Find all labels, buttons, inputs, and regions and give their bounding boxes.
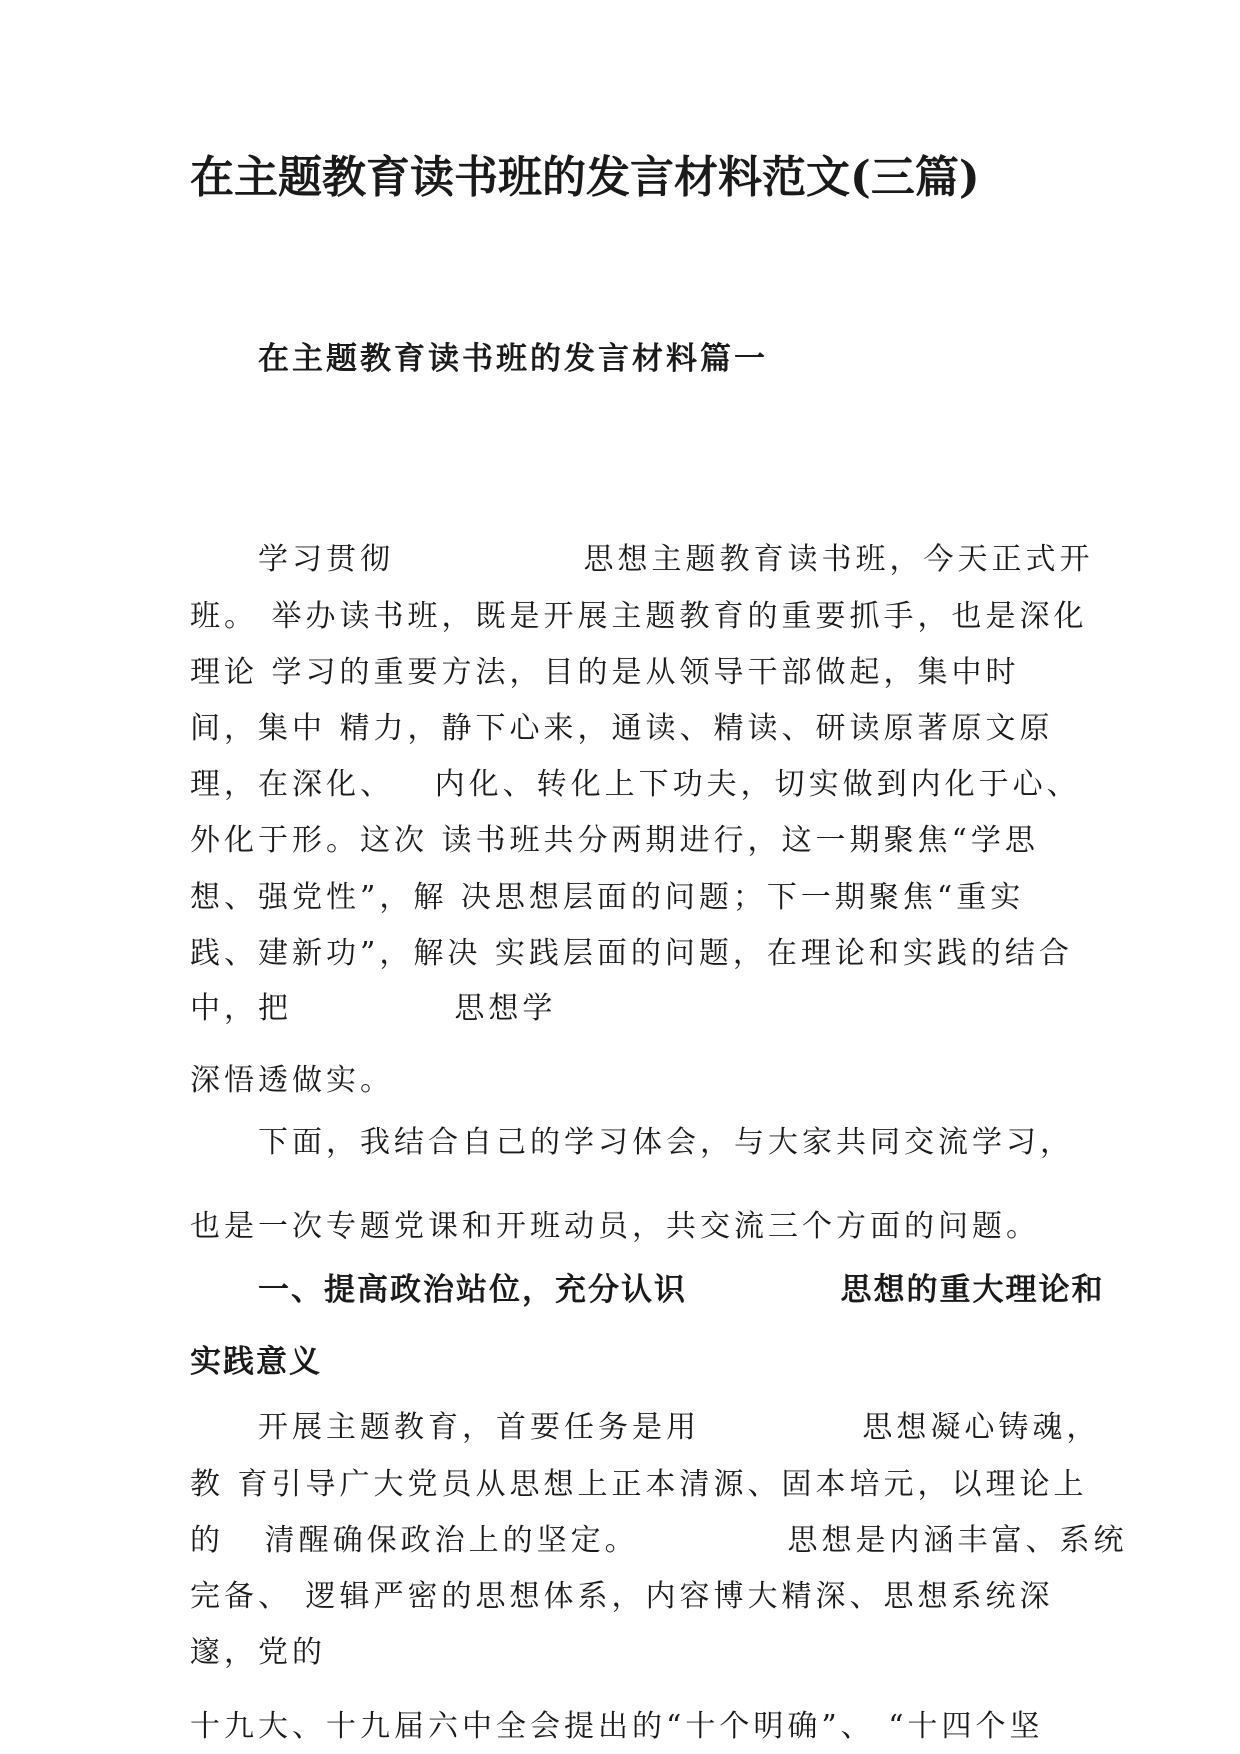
paragraph-line: 中，把 思想学 xyxy=(190,991,557,1026)
paragraph-line: 践、建新功”，解决 实践层面的问题，在理论和实践的结合 xyxy=(190,936,1073,971)
paragraph-line: 邃，党的 xyxy=(190,1635,326,1670)
paragraph-line: 间，集中 精力，静下心来，通读、精读、研读原著原文原 xyxy=(190,711,1054,746)
section-heading: 实践意义 xyxy=(190,1344,322,1380)
paragraph-line: 深悟透做实。 xyxy=(190,1063,394,1098)
paragraph-line: 理论 学习的重要方法，目的是从领导干部做起，集中时 xyxy=(190,655,1020,690)
paragraph-line: 外化于形。这次 读书班共分两期进行，这一期聚焦“学思 xyxy=(190,823,1039,858)
paragraph-line: 学习贯彻 思想主题教育读书班，今天正式开 xyxy=(258,542,1094,577)
paragraph-line: 理，在深化、 内化、转化上下功夫，切实做到内化于心、 xyxy=(190,767,1081,802)
paragraph-line: 开展主题教育，首要任务是用 思想凝心铸魂， xyxy=(258,1410,1101,1445)
paragraph-line: 教 育引导广大党员从思想上正本清源、固本培元，以理论上 xyxy=(190,1467,1088,1502)
paragraph-line: 十九大、十九届六中全会提出的“十个明确”、 “十四个坚 xyxy=(190,1709,1044,1744)
paragraph-line: 完备、 逻辑严密的思想体系，内容博大精深、思想系统深 xyxy=(190,1579,1054,1614)
paragraph-line: 下面，我结合自己的学习体会，与大家共同交流学习， xyxy=(258,1125,1074,1160)
document-title: 在主题教育读书班的发言材料范文(三篇) xyxy=(190,152,980,203)
section-title: 在主题教育读书班的发言材料篇一 xyxy=(258,341,768,377)
paragraph-line: 想、强党性”，解 决思想层面的问题；下一期聚焦“重实 xyxy=(190,880,1025,915)
section-heading: 一、提高政治站位，充分认识 思想的重大理论和 xyxy=(258,1272,1105,1308)
paragraph-line: 班。 举办读书班，既是开展主题教育的重要抓手，也是深化 xyxy=(190,599,1088,634)
paragraph-line: 的 清醒确保政治上的坚定。 思想是内涵丰富、系统 xyxy=(190,1523,1128,1558)
paragraph-line: 也是一次专题党课和开班动员，共交流三个方面的问题。 xyxy=(190,1209,1040,1244)
